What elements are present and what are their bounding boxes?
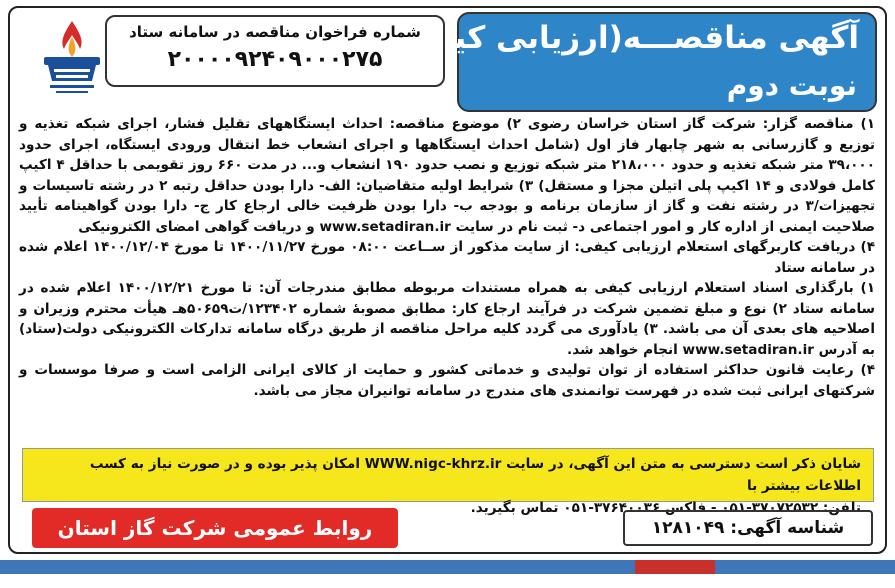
body-paragraph-3: ۱) بارگذاری اسناد استعلام ارزیابی کیفی به همراه مستندات مربوطه مطابق مندرجات آن: تا مورخ ۱۴۰۰/۱۲/۲۱ اعلام شده در سامانه ستاد ۲) نوع و مبلغ تضمین شرکت در فرآیند ارجاع کار: مطابق مصوبهٔ شماره ۱۲۳۴۰۲/ت۵۰۶۵۹هـ هیأت محترم وزیران و اصلاحیه های بعدی آن می باشد. ۳) یادآوری می گردد کلیه مراحل مناقصه از طریق درگاه سامانه تدارکات الکترونیکی دولت(ستاد) به آدرس www.setadiran.ir انجام خواهد شد. — [19, 280, 875, 358]
body-paragraph-2: ۴) دریافت کاربرگهای استعلام ارزیابی کیفی: از سایت مذکور از ســاعت ۰۸:۰۰ مورخ ۱۴۰۰/۱۱/۲۷ تا مورخ ۱۴۰۰/۱۲/۰۴ اعلام شده در سامانه ستاد — [19, 239, 875, 276]
setad-call-label: شماره فراخوان مناقصه در سامانه ستاد — [129, 23, 421, 41]
public-relations-banner: روابط عمومی شرکت گاز استان — [32, 508, 398, 548]
nigc-flame-logo-icon — [30, 15, 114, 99]
body-paragraph-1: ۱) مناقصه گزار: شرکت گاز استان خراسان رضوی ۲) موضوع مناقصه: احداث ایستگاههای تقلیل فشار، اجرای شبکه تغذیه و توزیع و گازرسانی به شهر چابهار فاز اول (شامل احداث ایستگاهها و اجرای انشعاب خط انتقال ورودی ایستگاه، اجرای حدود ۳۹،۰۰۰ متر شبکه تغذیه و حدود ۲۱۸،۰۰۰ متر شبکه توزیع و نصب حدود ۱۹۰ انشعاب و... در مدت ۶۶۰ روز تقویمی با حداقل ۴ اکیپ کامل فولادی و ۱۴ اکیپ پلی اتیلن مجزا و مستقل) ۳) شرایط اولیه متقاضیان: الف- دارا بودن حداقل رتبه ۲ در رشته تاسیسات و تجهیزات/۳ در رشته نفت و گاز از سازمان برنامه و بودجه ب- دارا بودن ظرفیت خالی ارجاع کار ج- دارا بودن گواهینامه تأیید صلاحیت ایمنی از اداره کار و امور اجتماعی د- ثبت نام در سایت www.setadiran.ir و دریافت گواهی امضای الکترونیکی — [19, 116, 876, 235]
notice-body — [19, 114, 875, 401]
setad-call-box — [105, 15, 445, 87]
notice-title: آگهی مناقصـــه(ارزیابی کیـفی) — [376, 20, 859, 56]
body-paragraph-4: ۴) رعایت قانون حداکثر استفاده از توان تولیدی و خدماتی کشور و حمایت از کالای ایرانی الزامی است و صرفا موسسات و شرکتهای ایرانی ثبت شده در فهرست توانمندی های مندرج در سامانه توانیران مجاز می باشد. — [19, 362, 875, 399]
notice-round: نوبت دوم — [726, 69, 857, 102]
notice-id-box: شناسه آگهی: ۱۲۸۱۰۴۹ — [623, 510, 873, 546]
notice-title-box — [376, 12, 877, 112]
contact-info-line-1: شایان ذکر است دسترسی به متن این آگهی، در سایت WWW.nigc-khrz.ir امکان پذیر بوده و در صورت نیاز به کسب اطلاعات بیشتر با — [89, 456, 861, 494]
bottom-color-bar — [0, 560, 895, 574]
setad-call-number: ۲۰۰۰۰۹۲۴۰۹۰۰۰۲۷۵ — [167, 47, 383, 72]
contact-info-box — [22, 448, 874, 516]
contact-info-line-2: تلفن: ۳۷۰۷۲۵۳۲-۰۵۱ - فاکس ۳۷۶۴۰۰۳۶-۰۵۱ تماس بگیرید. — [470, 500, 861, 516]
bottom-bar-accent — [635, 560, 715, 574]
